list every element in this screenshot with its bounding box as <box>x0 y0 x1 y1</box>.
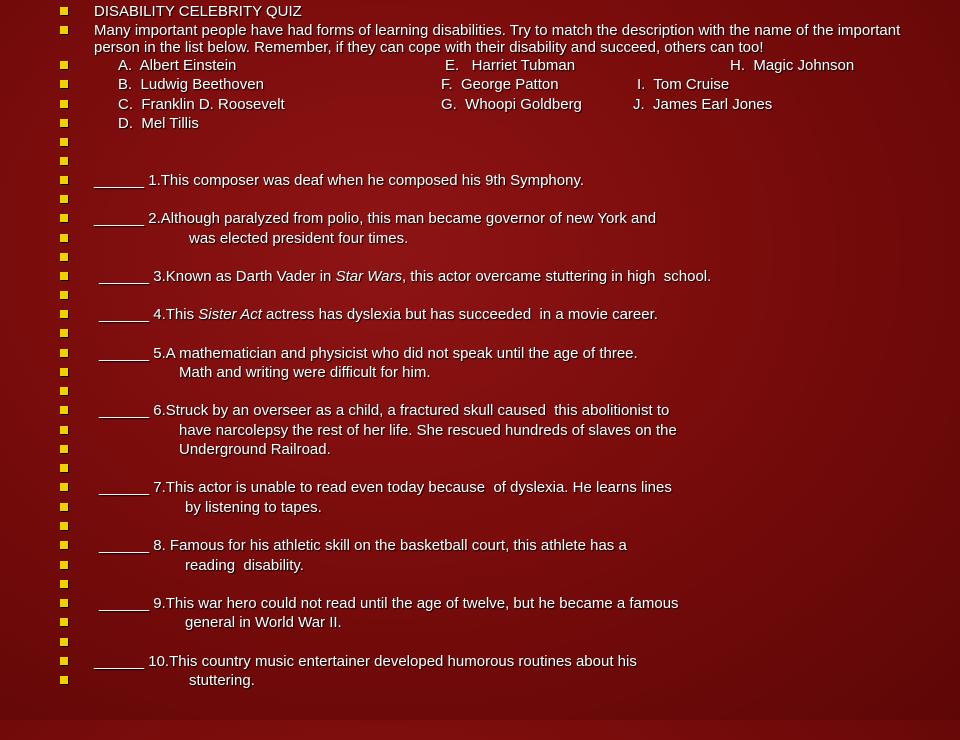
bullet-icon <box>60 157 68 165</box>
bullet-icon <box>60 100 68 108</box>
bullet-icon <box>60 7 68 15</box>
answer-blank[interactable]: ______ <box>99 537 150 554</box>
question-text: general in World War II. <box>185 614 342 631</box>
bullet-icon <box>60 329 68 337</box>
answer-blank[interactable]: ______ <box>94 210 145 227</box>
name-i: I. Tom Cruise <box>637 76 730 93</box>
answer-blank[interactable]: ______ <box>99 306 150 323</box>
bullet-icon <box>60 234 68 242</box>
answer-blank[interactable]: ______ <box>99 268 150 285</box>
name-h: H. Magic Johnson <box>730 57 855 74</box>
bullet-icon <box>60 638 68 646</box>
question-text: have narcolepsy the rest of her life. She rescued hundreds of slaves on the <box>179 422 677 439</box>
bullet-icon <box>60 464 68 472</box>
bullet-icon <box>60 657 68 665</box>
question-text: , this actor overcame stuttering in high school. <box>401 268 712 285</box>
intro-text: Many important people have had forms of learning disabilities. Try to match the description with the name of the important person in the list below. Remember, if they can cope with their disability and succeed, others can too! <box>94 22 901 56</box>
bullet-icon <box>60 310 68 318</box>
bullet-icon <box>60 541 68 549</box>
bullet-icon <box>60 138 68 146</box>
bullet-icon <box>60 80 68 88</box>
question-text: reading disability. <box>185 557 304 574</box>
question-text: Underground Railroad. <box>179 441 331 458</box>
name-j: J. James Earl Jones <box>633 96 773 113</box>
bullet-icon <box>60 426 68 434</box>
question-text: 3.Known as Darth Vader in <box>149 268 336 285</box>
answer-blank[interactable]: ______ <box>99 479 150 496</box>
bullet-icon <box>60 349 68 357</box>
question-text: 6.Struck by an overseer as a child, a fractured skull caused this abolitionist to <box>149 402 670 419</box>
name-d: D. Mel Tillis <box>118 115 199 132</box>
question-text: stuttering. <box>189 672 255 689</box>
question-text: Math and writing were difficult for him. <box>179 364 431 381</box>
answer-blank[interactable]: ______ <box>94 172 145 189</box>
question-text: 8. Famous for his athletic skill on the basketball court, this athlete has a <box>149 537 627 554</box>
bullet-icon <box>60 580 68 588</box>
question-text: by listening to tapes. <box>185 499 322 516</box>
question-text: 9.This war hero could not read until the age of twelve, but he became a famous <box>149 595 679 612</box>
answer-blank[interactable]: ______ <box>94 653 145 670</box>
bullet-icon <box>60 195 68 203</box>
bullet-icon <box>60 599 68 607</box>
name-f: F. George Patton <box>441 76 559 93</box>
name-g: G. Whoopi Goldberg <box>441 96 582 113</box>
answer-blank[interactable]: ______ <box>99 402 150 419</box>
bullet-icon <box>60 445 68 453</box>
question-text: 4.This <box>149 306 199 323</box>
name-a: A. Albert Einstein <box>118 57 237 74</box>
name-b: B. Ludwig Beethoven <box>118 76 264 93</box>
bullet-icon <box>60 253 68 261</box>
bullet-icon <box>60 387 68 395</box>
answer-blank[interactable]: ______ <box>99 595 150 612</box>
bullet-icon <box>60 368 68 376</box>
bullet-icon <box>60 61 68 69</box>
bullet-icon <box>60 483 68 491</box>
quiz-title: DISABILITY CELEBRITY QUIZ <box>94 3 302 20</box>
bullet-icon <box>60 176 68 184</box>
bullet-icon <box>60 503 68 511</box>
bullet-icon <box>60 406 68 414</box>
movie-title: Sister Act <box>198 306 262 323</box>
bullet-icon <box>60 26 68 34</box>
question-text: 1.This composer was deaf when he composed his 9th Symphony. <box>144 172 585 189</box>
bullet-icon <box>60 676 68 684</box>
question-text: 2.Although paralyzed from polio, this man became governor of new York and <box>144 210 657 227</box>
bullet-icon <box>60 291 68 299</box>
bullet-icon <box>60 272 68 280</box>
bullet-icon <box>60 214 68 222</box>
name-e: E. Harriet Tubman <box>445 57 576 74</box>
bullet-icon <box>60 119 68 127</box>
question-text: actress has dyslexia but has succeeded in a movie career. <box>261 306 658 323</box>
question-text: 7.This actor is unable to read even today because of dyslexia. He learns lines <box>149 479 672 496</box>
question-text: 10.This country music entertainer developed humorous routines about his <box>144 653 637 670</box>
question-text: was elected president four times. <box>189 230 409 247</box>
bullet-icon <box>60 618 68 626</box>
bullet-icon <box>60 522 68 530</box>
question-text: 5.A mathematician and physicist who did not speak until the age of three. <box>149 345 638 362</box>
intro-line <box>60 22 950 56</box>
answer-blank[interactable]: ______ <box>99 345 150 362</box>
name-c: C. Franklin D. Roosevelt <box>118 96 285 113</box>
movie-title: Star Wars <box>335 268 402 285</box>
bullet-icon <box>60 561 68 569</box>
question-10-continued <box>60 672 950 740</box>
